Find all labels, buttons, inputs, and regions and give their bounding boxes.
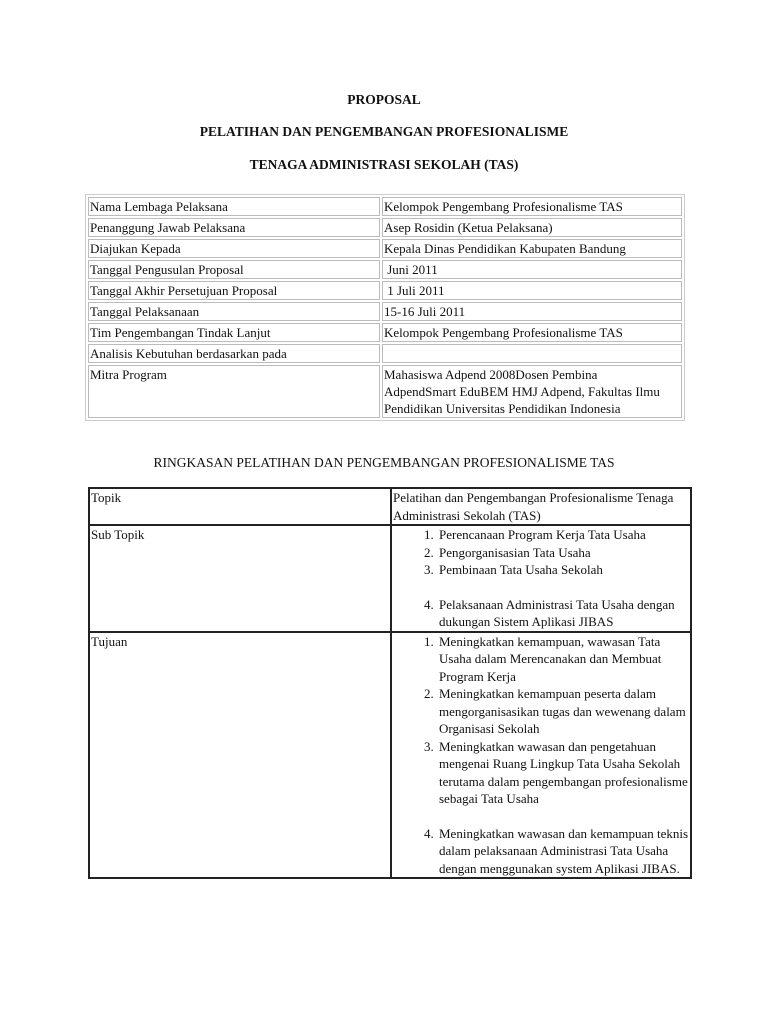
row-value: 15-16 Juli 2011 [382,302,682,321]
table-row [88,260,682,279]
table-row [88,281,682,300]
row-value: 1 Juli 2011 [382,281,682,300]
list-item: 1. Meningkatkan kemampuan, wawasan Tata Usaha dalam Merencanakan dan Membuat Program Kerja [437,633,689,686]
tujuan-list-cell [391,632,691,879]
table-row [89,488,691,525]
list-item: 3. Meningkatkan wawasan dan pengetahuan mengenai Ruang Lingkup Tata Usaha Sekolah terutama dalam pengembangan profesionalisme sebagai Tata Usaha [437,738,689,808]
list-item: 2. Meningkatkan kemampuan peserta dalam mengorganisasikan tugas dan wewenang dalam Organisasi Sekolah [437,685,689,738]
list-item: 4. Pelaksanaan Administrasi Tata Usaha dengan dukungan Sistem Aplikasi JIBAS [437,596,689,631]
topik-value: Pelatihan dan Pengembangan Profesionalisme Tenaga Administrasi Sekolah (TAS) [391,488,691,525]
row-value: Asep Rosidin (Ketua Pelaksana) [382,218,682,237]
table-row [88,197,682,216]
document-subtitle-2: TENAGA ADMINISTRASI SEKOLAH (TAS) [249,157,519,172]
list-item: 4. Meningkatkan wawasan dan kemampuan teknis dalam pelaksanaan Administrasi Tata Usaha dengan menggunakan system Aplikasi JIBAS. [437,825,689,878]
row-label: Tanggal Akhir Persetujuan Proposal [88,281,380,300]
row-label: Tanggal Pengusulan Proposal [88,260,380,279]
row-label: Tanggal Pelaksanaan [88,302,380,321]
tujuan-list [393,633,689,878]
row-value: Kepala Dinas Pendidikan Kabupaten Bandung [382,239,682,258]
list-item: 2. Pengorganisasian Tata Usaha [437,544,689,562]
list-item: 1. Perencanaan Program Kerja Tata Usaha [437,526,689,544]
table-row [88,302,682,321]
table-row [88,218,682,237]
table-row [88,239,682,258]
row-label: Penanggung Jawab Pelaksana [88,218,380,237]
info-table [85,194,685,421]
row-label: Nama Lembaga Pelaksana [88,197,380,216]
row-value [382,344,682,363]
list-item: 3. Pembinaan Tata Usaha Sekolah [437,561,689,579]
document-subtitle: PELATIHAN DAN PENGEMBANGAN PROFESIONALISME [199,124,569,139]
table-row [89,525,691,632]
row-label: Diajukan Kepada [88,239,380,258]
subtopik-list-cell [391,525,691,632]
summary-title: RINGKASAN PELATIHAN DAN PENGEMBANGAN PROFESIONALISME TAS [153,455,615,470]
row-value: Kelompok Pengembang Profesionalisme TAS [382,323,682,342]
table-row [88,344,682,363]
subtopik-label: Sub Topik [89,525,391,632]
table-row [88,365,682,418]
row-label: Mitra Program [88,365,380,418]
row-label: Analisis Kebutuhan berdasarkan pada [88,344,380,363]
subtopik-list [393,526,689,631]
document-title: PROPOSAL [347,92,421,107]
tujuan-label: Tujuan [89,632,391,879]
row-value: Kelompok Pengembang Profesionalisme TAS [382,197,682,216]
row-label: Tim Pengembangan Tindak Lanjut [88,323,380,342]
table-row [88,323,682,342]
topik-label: Topik [89,488,391,525]
row-value: Mahasiswa Adpend 2008Dosen Pembina AdpendSmart EduBEM HMJ Adpend, Fakultas Ilmu Pendidikan Universitas Pendidikan Indonesia [382,365,682,418]
table-row [89,632,691,879]
summary-table [88,487,692,879]
row-value: Juni 2011 [382,260,682,279]
